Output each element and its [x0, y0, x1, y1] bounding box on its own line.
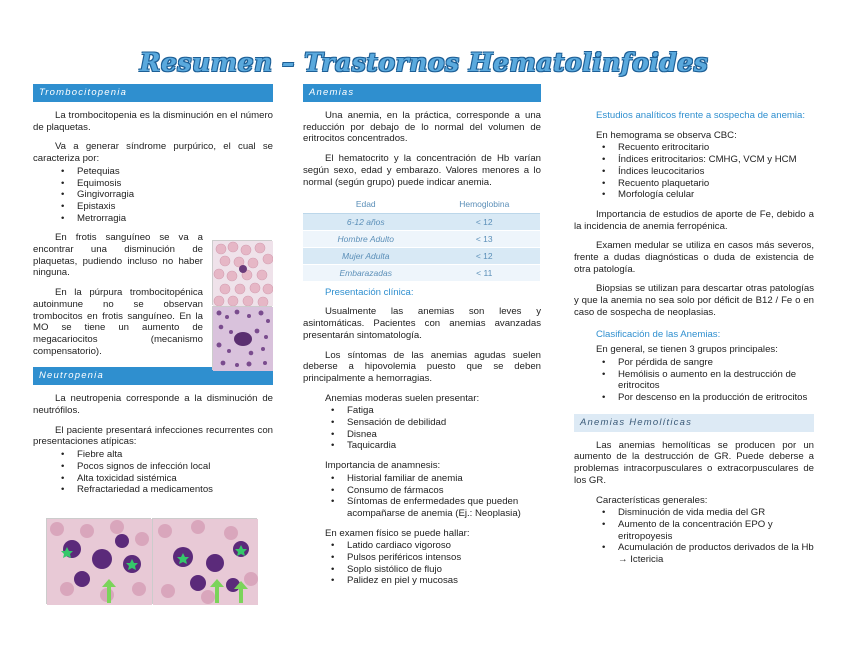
clinica-p2: Los síntomas de las anemias agudas suelen deberse a hipovolemia puesto que se deben principalmente a hemorragias.	[303, 349, 541, 384]
list-item: • Fiebre alta	[77, 449, 273, 461]
list-item: • Palidez en piel y mucosas	[347, 575, 541, 587]
trombo-definition: La trombocitopenia es la disminución en el número de plaquetas.	[33, 110, 273, 133]
table-cell: 6-12 años	[303, 213, 429, 230]
column-middle	[303, 84, 541, 587]
estudios-medular: Examen medular se utiliza en casos más severos, frente a dudas diagnósticas o duda de existencia de otra patología.	[574, 240, 814, 275]
caracteristicas-label: Características generales:	[596, 494, 708, 506]
list-item: • Metrorragia	[77, 213, 273, 225]
list-item: • Morfología celular	[618, 189, 814, 201]
moderadas-label: Anemias moderas suelen presentar:	[325, 392, 480, 404]
list-item: • Recuento eritrocitario	[618, 142, 814, 154]
list-item: • Pocos signos de infección local	[77, 461, 273, 473]
list-item: • Disnea	[347, 429, 541, 441]
list-item: • Epistaxis	[77, 201, 273, 213]
section-header-trombocitopenia: Trombocitopenia	[33, 84, 273, 102]
list-item: • Fatiga	[347, 405, 541, 417]
trombo-autoinmune: En la púrpura trombocitopénica autoinmune no se observan trombocitos en frotis sanguíneo. En la MO se tiene un aumento de megacariocitos (mecanismo compensatorio).	[33, 287, 203, 357]
examen-list	[303, 540, 541, 587]
section-header-neutropenia: Neutropenia	[33, 367, 273, 385]
list-item: • Refractariedad a medicamentos	[77, 484, 273, 496]
hemoglobin-table	[303, 196, 540, 282]
clasificacion-list	[574, 357, 814, 404]
anemia-definition: Una anemia, en la práctica, corresponde a una reducción por debajo de lo normal del volumen de eritrocitos concentrados.	[303, 110, 541, 145]
table-header-edad: Edad	[303, 196, 429, 213]
table-cell: < 12	[429, 247, 541, 264]
table-cell: Mujer Adulta	[303, 247, 429, 264]
clasificacion-title: Clasificación de las Anemias:	[596, 328, 721, 340]
estudios-fe: Importancia de estudios de aporte de Fe, debido a la incidencia de anemia ferropénica.	[574, 208, 814, 232]
list-item: • Acumulación de productos derivados de la Hb → Ictericia	[618, 542, 814, 565]
hemograma-list	[574, 142, 814, 201]
list-item: • Latido cardiaco vigoroso	[347, 540, 541, 552]
list-item: • Pulsos periféricos intensos	[347, 552, 541, 564]
column-right	[574, 110, 814, 566]
neutro-list	[33, 449, 273, 496]
neutro-infecciones: El paciente presentará infecciones recurrentes con presentaciones atípicas:	[33, 424, 273, 448]
table-cell: Hombre Adulto	[303, 230, 429, 247]
list-item: • Equimosis	[77, 178, 273, 190]
table-cell: < 11	[429, 264, 541, 281]
list-item: • Hemólisis o aumento en la destrucción de eritrocitos	[618, 369, 814, 392]
neutrophil-image-right	[152, 518, 257, 604]
list-item: • Índices eritrocitarios: CMHG, VCM y HCM	[618, 154, 814, 166]
list-item: • Índices leucocitarios	[618, 166, 814, 178]
list-item: • Recuento plaquetario	[618, 178, 814, 190]
moderadas-list	[303, 405, 541, 452]
list-item: • Consumo de fármacos	[347, 485, 541, 497]
list-item: • Soplo sistólico de flujo	[347, 564, 541, 576]
estudios-title: Estudios analíticos frente a sospecha de anemia:	[596, 110, 806, 121]
neutro-definition: La neutropenia corresponde a la disminución de neutrófilos.	[33, 393, 273, 417]
bone-marrow-image	[212, 306, 272, 370]
table-row	[303, 213, 540, 230]
anemia-hematocrito: El hematocrito y la concentración de Hb varían según sexo, edad y embarazo. Valores menores a lo normal (según grupo) puede indicar anemia.	[303, 153, 541, 188]
list-item: • Alta toxicidad sistémica	[77, 473, 273, 485]
table-row	[303, 230, 540, 247]
list-item: • Por pérdida de sangre	[618, 357, 814, 369]
table-cell: < 13	[429, 230, 541, 247]
trombo-frotis: En frotis sanguíneo se va a encontrar una disminución de plaquetas, pudiendo incluso no haber ninguna.	[33, 232, 203, 279]
examen-label: En examen físico se puede hallar:	[325, 527, 470, 539]
table-cell: < 12	[429, 213, 541, 230]
list-item: • Por descenso en la producción de eritrocitos	[618, 392, 814, 404]
list-item: • Gingivorragia	[77, 189, 273, 201]
anamnesis-list	[303, 473, 541, 520]
table-row	[303, 264, 540, 281]
table-row	[303, 247, 540, 264]
page-title: Resumen – Trastornos Hematolinfoides	[139, 48, 709, 77]
list-item: • Petequias	[77, 166, 273, 178]
section-header-hemoliticas: Anemias Hemolíticas	[574, 414, 814, 432]
list-item: • Aumento de la concentración EPO y eritropoyesis	[618, 519, 814, 542]
list-item: • Taquicardia	[347, 440, 541, 452]
clasificacion-intro: En general, se tienen 3 grupos principales:	[596, 344, 778, 356]
clinica-p1: Usualmente las anemias son leves y asintomáticas. Pacientes con anemias avanzadas presentarán sintomatología.	[303, 306, 541, 341]
table-cell: Embarazadas	[303, 264, 429, 281]
neutrophil-image-left	[46, 518, 151, 604]
table-header-hemoglobina: Hemoglobina	[429, 196, 541, 213]
hemograma-label: En hemograma se observa CBC:	[596, 129, 737, 141]
list-item: • Historial familiar de anemia	[347, 473, 541, 485]
list-item: • Disminución de vida media del GR	[618, 507, 814, 519]
trombo-sindrome: Va a generar síndrome purpúrico, el cual se caracteriza por:	[33, 141, 273, 165]
caracteristicas-list	[574, 507, 814, 566]
anamnesis-label: Importancia de anamnesis:	[325, 460, 441, 472]
hemoliticas-p1: Las anemias hemolíticas se producen por un aumento de la destrucción de GR. Puede deberse a problemas intracorpusculares o extracorpusculares de los GR.	[574, 439, 814, 486]
list-item: • Síntomas de enfermedades que pueden acompañarse de anemia (Ej.: Neoplasia)	[347, 496, 541, 519]
list-item: • Sensación de debilidad	[347, 417, 541, 429]
blood-smear-image	[212, 240, 272, 305]
trombo-list	[33, 166, 273, 225]
estudios-biopsias: Biopsias se utilizan para descartar otras patologías y que la anemia no sea solo por déficit de B12 / Fe o en caso de sospecha de neoplasias.	[574, 283, 814, 318]
clinica-title: Presentación clínica:	[325, 286, 414, 298]
section-header-anemias: Anemias	[303, 84, 541, 102]
